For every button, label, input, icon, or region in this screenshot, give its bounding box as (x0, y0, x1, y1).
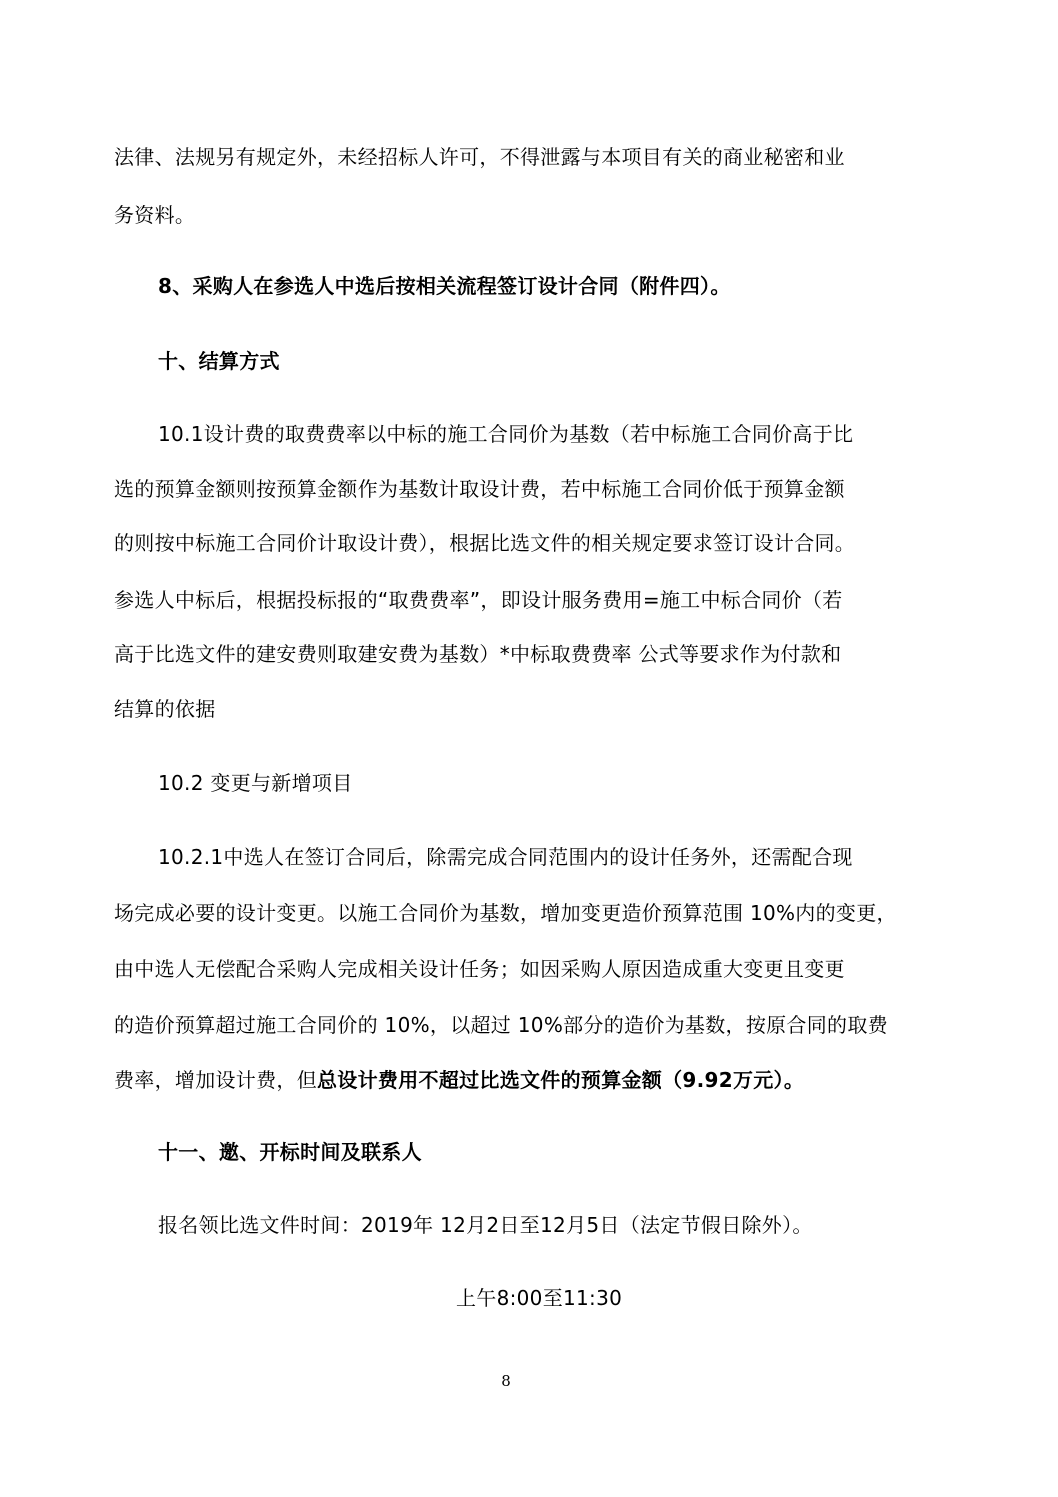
paragraph-line: 选的预算金额则按预算金额作为基数计取设计费，若中标施工合同价低于预算金额 (114, 477, 845, 501)
paragraph-line: 高于比选文件的建安费则取建安费为基数）*中标取费费率 公式等要求作为付款和 (114, 642, 842, 666)
budget-cap-text: 总设计费用不超过比选文件的预算金额（9.92万元）。 (317, 1068, 805, 1092)
paragraph-line: 参选人中标后，根据投标报的“取费费率”，即设计服务费用=施工中标合同价（若 (114, 588, 843, 612)
paragraph-text: 费率，增加设计费，但 (114, 1068, 317, 1092)
paragraph-line: 的则按中标施工合同价计取设计费），根据比选文件的相关规定要求签订设计合同。 (114, 531, 856, 555)
paragraph-line: 法律、法规另有规定外，未经招标人许可，不得泄露与本项目有关的商业秘密和业 (114, 145, 845, 169)
paragraph-line: 的造价预算超过施工合同价的 10%，以超过 10%部分的造价为基数，按原合同的取费 (114, 1013, 888, 1037)
paragraph-line: 10.2.1中选人在签订合同后，除需完成合同范围内的设计任务外，还需配合现 (158, 845, 853, 869)
subsection-10-2-heading: 10.2 变更与新增项目 (158, 771, 353, 795)
paragraph-line: 10.1设计费的取费费率以中标的施工合同价为基数（若中标施工合同价高于比 (158, 422, 854, 446)
paragraph-line: 结算的依据 (114, 697, 216, 721)
paragraph-line: 务资料。 (114, 203, 196, 227)
registration-time-line: 报名领比选文件时间：2019年 12月2日至12月5日（法定节假日除外）。 (158, 1213, 813, 1237)
paragraph-line: 场完成必要的设计变更。以施工合同价为基数，增加变更造价预算范围 10%内的变更， (114, 901, 897, 925)
page-number: 8 (501, 1372, 511, 1390)
paragraph-line: 由中选人无偿配合采购人完成相关设计任务；如因采购人原因造成重大变更且变更 (114, 957, 845, 981)
section-11-heading: 十一、邀、开标时间及联系人 (158, 1140, 422, 1164)
paragraph-line (114, 1066, 804, 1094)
section-10-heading: 十、结算方式 (158, 349, 280, 373)
morning-hours-line: 上午8:00至11:30 (456, 1286, 623, 1310)
clause-8-heading: 8、采购人在参选人中选后按相关流程签订设计合同（附件四）。 (158, 274, 731, 298)
